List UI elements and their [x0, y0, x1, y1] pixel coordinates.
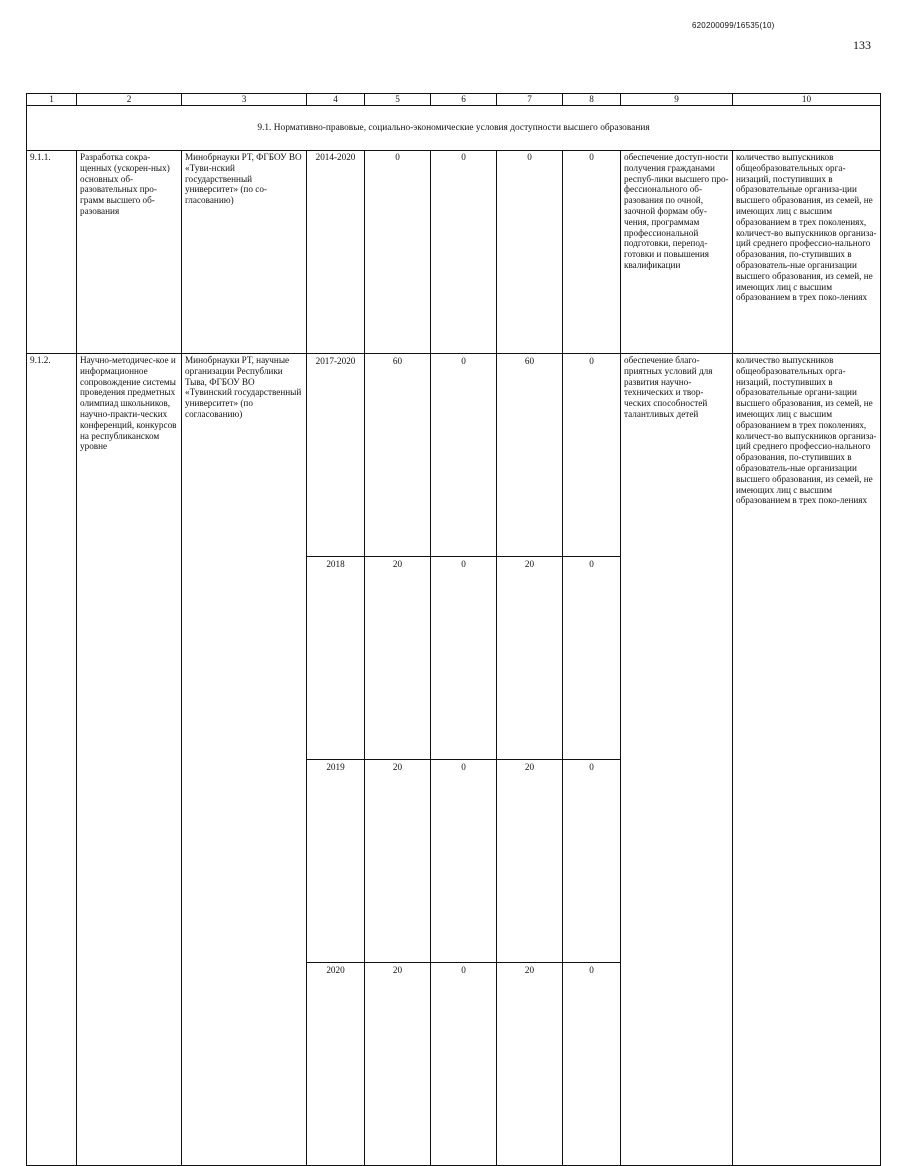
- activity-cell: Разработка сокра-щенных (ускорен-ных) основных об-разовательных про-грамм высшего об-разования: [77, 151, 182, 354]
- value-2019: 0: [563, 760, 620, 963]
- col-number-2: 2: [77, 94, 182, 106]
- value-2018: 20: [365, 557, 430, 760]
- years-subtable: [307, 354, 364, 1165]
- years-cell: 2014-2020: [307, 151, 365, 354]
- executors-cell: Минобрнауки РТ, ФГБОУ ВО «Туви-нский государственный университет» (по со-гласованию): [182, 151, 307, 354]
- value-2019: 20: [365, 760, 430, 963]
- value-2020: 0: [461, 965, 466, 975]
- value-cell-6: 0: [431, 151, 497, 354]
- col-number-3: 3: [182, 94, 307, 106]
- value-subtable-8: [563, 354, 620, 1165]
- col-number-9: 9: [621, 94, 733, 106]
- value-2018: 20: [497, 557, 562, 760]
- value-subtable-6: [431, 354, 496, 1165]
- section-title: 9.1. Нормативно-правовые, социально-экономические условия доступности высшего образования: [27, 106, 881, 151]
- row-number: 9.1.2.: [27, 354, 77, 1166]
- value-cell-8: [563, 354, 621, 1166]
- table-row: [27, 151, 881, 354]
- value-2020: 20: [392, 965, 403, 975]
- value-2019: 20: [497, 760, 562, 963]
- value-cell-8: 0: [563, 151, 621, 354]
- year-period: 2017-2020: [307, 354, 364, 557]
- col-number-8: 8: [563, 94, 621, 106]
- value-2018: 0: [563, 557, 620, 760]
- value-cell-5: [365, 354, 431, 1166]
- indicator-cell: количество выпускников общеобразовательных орга-низаций, поступивших в образовательные органи-зации высшего образования, из семей, не имеющих лиц с высшим образованием в трех поколениях, количест-во выпускников организа-ций среднего профессио-нального образования, по-ступивших в образователь-ные организации высшего образования, из семей, не имеющих лиц с высшим образованием в трех поко-лениях: [733, 354, 881, 1166]
- value-cell-7: [497, 354, 563, 1166]
- value-total: 60: [497, 354, 562, 557]
- col-number-5: 5: [365, 94, 431, 106]
- value-cell-7: 0: [497, 151, 563, 354]
- value-total: 60: [365, 354, 430, 557]
- col-number-4: 4: [307, 94, 365, 106]
- years-cell: [307, 354, 365, 1166]
- value-2020: 20: [524, 965, 535, 975]
- indicator-cell: количество выпускников общеобразовательных орга-низаций, поступивших в образовательные организа-ции высшего образования, из семей, не имеющих лиц с высшим образованием в трех поколениях, количест-во выпускников организа-ций среднего профессио-нального образования, по-ступивших в образователь-ные организации высшего образования, из семей, не имеющих лиц с высшим образованием в трех поко-лениях: [733, 151, 881, 354]
- executors-cell: Минобрнауки РТ, научные организации Республики Тыва, ФГБОУ ВО «Тувинский государственный университет» (по согласованию): [182, 354, 307, 1166]
- value-2020: 0: [589, 965, 594, 975]
- row-number: 9.1.1.: [27, 151, 77, 354]
- measures-table: [26, 93, 881, 1166]
- value-subtable-7: [497, 354, 562, 1165]
- value-cell-6: [431, 354, 497, 1166]
- section-row: [27, 106, 881, 151]
- column-number-row: [27, 94, 881, 106]
- year-2018: 2018: [307, 557, 364, 760]
- document-id: 620200099/16535(10): [692, 21, 775, 30]
- value-2018: 0: [431, 557, 496, 760]
- col-number-6: 6: [431, 94, 497, 106]
- year-2019: 2019: [307, 760, 364, 963]
- col-number-10: 10: [733, 94, 881, 106]
- page-number: 133: [853, 38, 871, 52]
- result-cell: обеспечение благо-приятных условий для развития научно-технических и твор-ческих способностей талантливых детей: [621, 354, 733, 1166]
- value-total: 0: [431, 354, 496, 557]
- col-number-1: 1: [27, 94, 77, 106]
- col-number-7: 7: [497, 94, 563, 106]
- value-2019: 0: [431, 760, 496, 963]
- value-cell-5: 0: [365, 151, 431, 354]
- value-subtable-5: [365, 354, 430, 1165]
- value-total: 0: [563, 354, 620, 557]
- year-2020: 2020: [326, 965, 345, 975]
- result-cell: обеспечение доступ-ности получения гражданами респуб-лики высшего про-фессионального об-разования по очной, заочной формам обу-чения, программам профессиональной подготовки, перепод-готовки и повышения квалификации: [621, 151, 733, 354]
- activity-cell: Научно-методичес-кое и информационное сопровождение системы проведения предметных олимпиад школьников, научно-практи-ческих конференций, конкурсов на республиканском уровне: [77, 354, 182, 1166]
- table-row: [27, 354, 881, 1166]
